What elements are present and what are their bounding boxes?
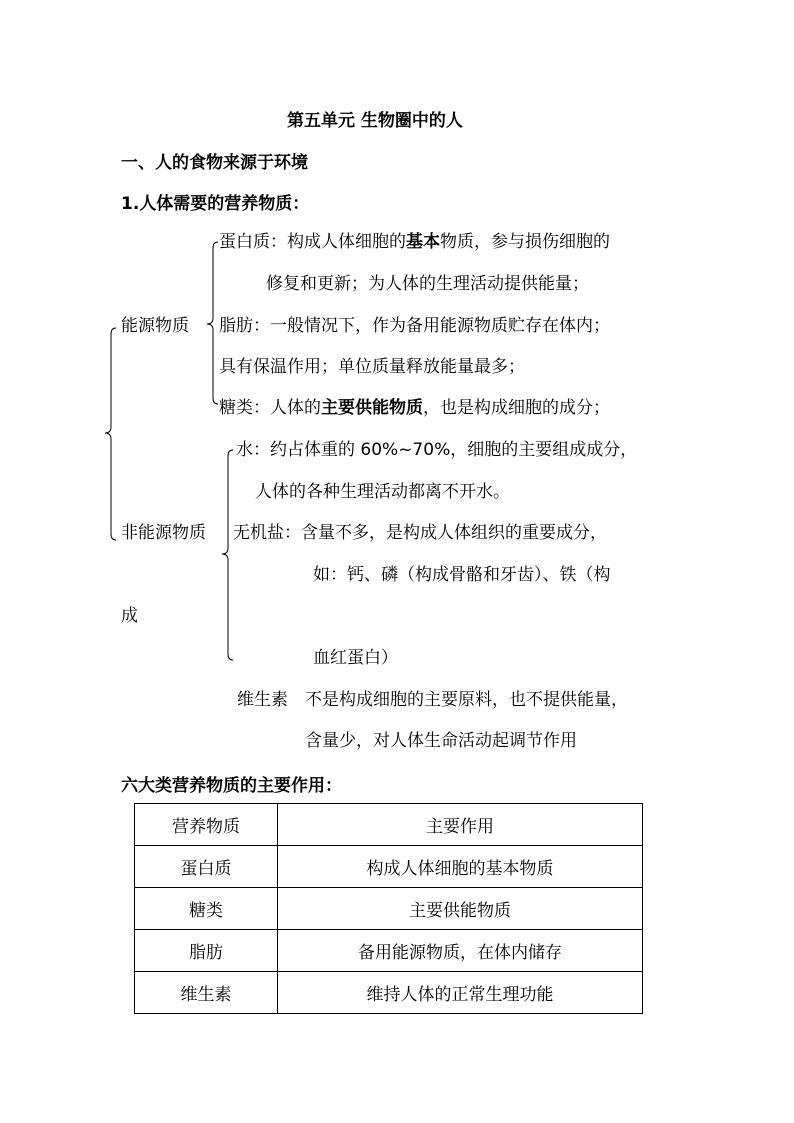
header-cell-nutrient: 营养物质 xyxy=(135,804,278,846)
vitamin-line-1: 不是构成细胞的主要原料，也不提供能量， xyxy=(305,690,628,710)
salt-continuation: 成 xyxy=(121,606,138,626)
protein-text-bold: 基本 xyxy=(406,232,440,252)
sugar-text-post: ，也是构成细胞的成分； xyxy=(423,398,610,418)
table-cell: 脂肪 xyxy=(135,930,278,972)
salt-line-3: 血红蛋白） xyxy=(313,648,398,668)
table-cell: 维持人体的正常生理功能 xyxy=(278,972,643,1014)
table-row xyxy=(135,846,643,888)
page-title: 第五单元 生物圈中的人 xyxy=(287,111,463,131)
table-cell: 蛋白质 xyxy=(135,846,278,888)
vitamin-line-2: 含量少，对人体生命活动起调节作用 xyxy=(305,731,577,751)
nonenergy-brace xyxy=(222,450,233,660)
sugar-text-bold: 主要供能物质 xyxy=(321,398,423,418)
table-cell: 构成人体细胞的基本物质 xyxy=(278,846,643,888)
table-header-row xyxy=(135,804,643,846)
sugar-text-pre: 糖类：人体的 xyxy=(219,398,321,418)
nonenergy-label: 非能源物质 xyxy=(121,523,206,543)
protein-text-pre: 蛋白质：构成人体细胞的 xyxy=(219,232,406,252)
fat-line-1: 脂肪：一般情况下，作为备用能源物质贮存在体内； xyxy=(219,316,610,336)
water-line-2: 人体的各种生理活动都离不开水。 xyxy=(255,482,510,502)
subsection-heading: 1.人体需要的营养物质： xyxy=(121,194,310,214)
section-heading: 一、人的食物来源于环境 xyxy=(121,153,308,173)
table-row xyxy=(135,930,643,972)
salt-line-1: 无机盐：含量不多，是构成人体组织的重要成分， xyxy=(233,523,607,543)
outer-brace xyxy=(105,328,116,540)
energy-label: 能源物质 xyxy=(121,316,189,336)
protein-line-1 xyxy=(219,231,610,253)
table-cell: 备用能源物质，在体内储存 xyxy=(278,930,643,972)
nutrient-table xyxy=(134,803,643,1014)
salt-line-2: 如：钙、磷（构成骨骼和牙齿）、铁（构 xyxy=(313,565,611,585)
protein-text-post: 物质，参与损伤细胞的 xyxy=(440,232,610,252)
table-cell: 糖类 xyxy=(135,888,278,930)
energy-brace xyxy=(207,242,218,404)
header-cell-function: 主要作用 xyxy=(278,804,643,846)
table-cell: 主要供能物质 xyxy=(278,888,643,930)
sugar-line xyxy=(219,397,610,419)
table-row xyxy=(135,888,643,930)
table-heading: 六大类营养物质的主要作用： xyxy=(121,776,342,796)
vitamin-label: 维生素 xyxy=(237,690,288,710)
fat-line-2: 具有保温作用；单位质量释放能量最多； xyxy=(219,357,525,377)
table-cell: 维生素 xyxy=(135,972,278,1014)
protein-line-2: 修复和更新；为人体的生理活动提供能量； xyxy=(266,274,589,294)
water-line-1: 水：约占体重的 60%~70%，细胞的主要组成成分， xyxy=(236,440,638,460)
table-row xyxy=(135,972,643,1014)
